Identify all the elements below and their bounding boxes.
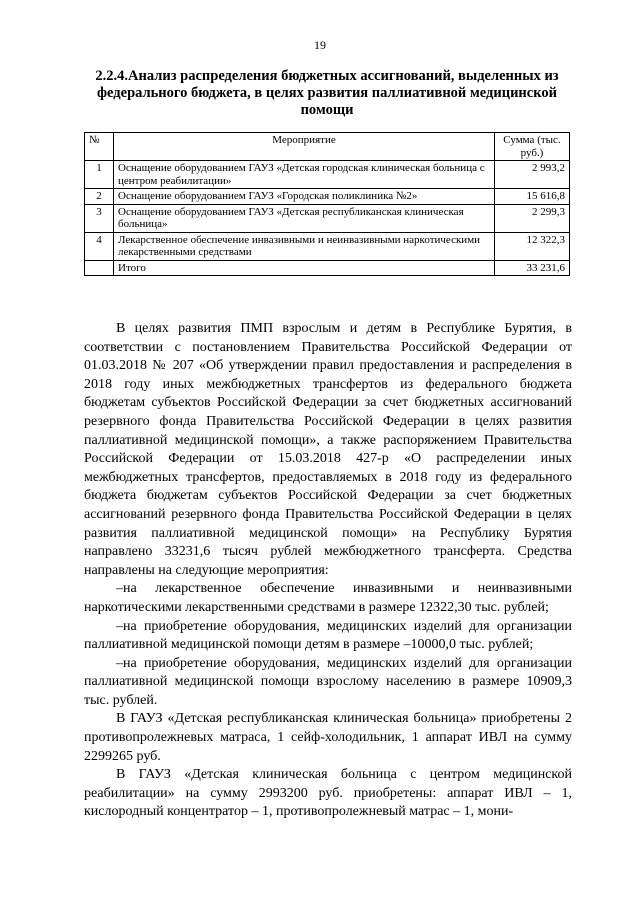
row-number: 1 xyxy=(85,161,114,189)
row-event: Оснащение оборудованием ГАУЗ «Городская поликлиника №2» xyxy=(114,189,495,205)
paragraph-adult-equipment: –на приобретение оборудования, медицинских изделий для организации паллиативной медицинской помощи взрослому населению в размере 10909,3 тыс. рублей. xyxy=(84,655,572,708)
total-number-cell xyxy=(85,260,114,276)
row-event: Лекарственное обеспечение инвазивными и неинвазивными наркотическими лекарственными средствами xyxy=(114,232,495,260)
row-sum: 2 299,3 xyxy=(495,204,570,232)
table-row xyxy=(85,161,570,189)
total-label: Итого xyxy=(114,260,495,276)
row-sum: 2 993,2 xyxy=(495,161,570,189)
total-sum: 33 231,6 xyxy=(495,260,570,276)
row-number: 3 xyxy=(85,204,114,232)
table-row xyxy=(85,204,570,232)
table-total-row xyxy=(85,260,570,276)
row-event: Оснащение оборудованием ГАУЗ «Детская городская клиническая больница с центром реабилитации» xyxy=(114,161,495,189)
paragraph-republican-hospital: В ГАУЗ «Детская республиканская клиническая больница» приобретены 2 противопролежневых матраса, 1 сейф-холодильник, 1 аппарат ИВЛ на сумму 2299265 руб. xyxy=(84,711,572,764)
body-text xyxy=(84,320,572,822)
table-header-row xyxy=(85,133,570,161)
header-event: Мероприятие xyxy=(114,133,495,161)
paragraph-children-equipment: –на приобретение оборудования, медицинских изделий для организации паллиативной медицинской помощи детям в размере –10000,0 тыс. рублей; xyxy=(84,618,572,653)
row-number: 4 xyxy=(85,232,114,260)
paragraph-drugs: –на лекарственное обеспечение инвазивными и неинвазивными наркотическими лекарственными средствами в размере 12322,30 тыс. рублей; xyxy=(84,581,572,615)
section-title: 2.2.4.Анализ распределения бюджетных ассигнований, выделенных из федерального бюджета, в целях развития паллиативной медицинской помощи xyxy=(95,68,559,118)
header-number: № xyxy=(85,133,114,161)
header-sum: Сумма (тыс. руб.) xyxy=(495,133,570,161)
row-sum: 12 322,3 xyxy=(495,232,570,260)
row-event: Оснащение оборудованием ГАУЗ «Детская республиканская клиническая больница» xyxy=(114,204,495,232)
row-number: 2 xyxy=(85,189,114,205)
table-row xyxy=(85,232,570,260)
paragraph-rehab-hospital: В ГАУЗ «Детская клиническая больница с центром медицинской реабилитации» на сумму 2993200 руб. приобретены: аппарат ИВЛ – 1, кислородный концентратор – 1, противопролежневый матрас – 1, мони- xyxy=(84,767,572,820)
paragraph-intro: В целях развития ПМП взрослым и детям в Республике Бурятия, в соответствии с постановлением Правительства Российской Федерации от 01.03.2018 № 207 «Об утверждении правил предоставления и распределения в 2018 году иных межбюджетных трансфертов из федерального бюджета бюджетам субъектов Российской Федерации за счет бюджетных ассигнований резервного фонда Правительства Российской Федерации в целях развития паллиативной медицинской помощи», а также распоряжением Правительства Российской Федерации от 15.03.2018 427-р «О распределении иных межбюджетных трансфертов, предоставляемых в 2018 году из федерального бюджета бюджетам субъектов Российской Федерации за счет бюджетных ассигнований резервного фонда Правительства Российской Федерации в целях развития паллиативной медицинской помощи» на Республику Бурятия направлено 33231,6 тысяч рублей межбюджетного трансферта. Средства направлены на следующие мероприятия: xyxy=(84,321,572,578)
budget-table xyxy=(84,132,570,276)
page-number: 19 xyxy=(314,38,326,52)
table-row xyxy=(85,189,570,205)
row-sum: 15 616,8 xyxy=(495,189,570,205)
